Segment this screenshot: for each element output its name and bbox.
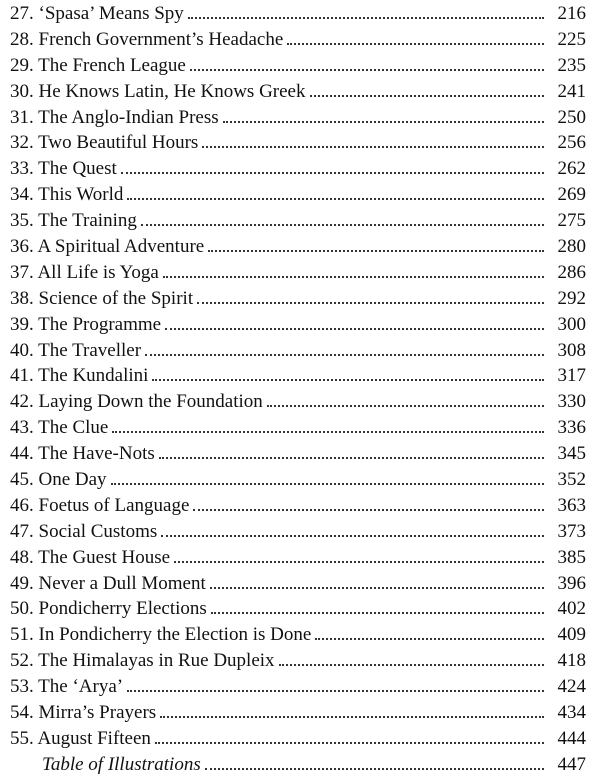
toc-entry-page: 216: [557, 3, 586, 24]
dot-leader: [152, 379, 544, 381]
toc-entry: [10, 363, 586, 389]
dot-leader: [193, 509, 544, 511]
toc-entry-title: 51. In Pondicherry the Election is Done: [10, 624, 312, 646]
toc-entry-page: 424: [557, 676, 586, 698]
dot-leader: [210, 587, 544, 589]
toc-entry: [10, 389, 586, 415]
toc-entry: [10, 441, 586, 467]
toc-entry-title: 32. Two Beautiful Hours: [10, 132, 199, 154]
toc-entry-title: 49. Never a Dull Moment: [10, 572, 206, 594]
toc-entry-page: 250: [557, 106, 586, 128]
toc-entry: [10, 53, 586, 79]
toc-entry: [10, 467, 586, 493]
dot-leader: [159, 457, 544, 459]
toc-entry-title: 33. The Quest: [10, 158, 117, 180]
toc-entry-page: 363: [557, 494, 586, 516]
dot-leader: [112, 431, 544, 433]
toc-entry-page: 225: [557, 28, 586, 50]
dot-leader: [315, 638, 544, 640]
toc-entry-page: 300: [557, 313, 586, 335]
dot-leader: [197, 302, 544, 304]
dot-leader: [160, 716, 544, 718]
toc-entry-title: 42. Laying Down the Foundation: [10, 391, 263, 413]
toc-entry: [10, 700, 586, 726]
toc-entry-page: 336: [557, 417, 586, 439]
toc-entry: [10, 415, 586, 441]
toc-entry-title: 34. This World: [10, 184, 124, 206]
toc-entry: [10, 519, 586, 545]
toc-entry-title: 29. The French League: [10, 54, 186, 76]
toc-entry-page: 352: [557, 469, 586, 491]
toc-entry-title: 44. The Have-Nots: [10, 443, 155, 465]
toc-entry-page: 385: [557, 546, 586, 568]
toc-entry: [10, 571, 586, 597]
toc-entry-title: 37. All Life is Yoga: [10, 261, 159, 283]
toc-entry-page: 286: [557, 261, 586, 283]
dot-leader: [127, 198, 544, 200]
toc-entry-page: 292: [557, 287, 586, 309]
dot-leader: [174, 561, 544, 563]
toc-entry-title: 45. One Day: [10, 469, 107, 491]
dot-leader: [279, 664, 544, 666]
toc-entry-title: 31. The Anglo-Indian Press: [10, 106, 219, 128]
toc-entry: [10, 622, 586, 648]
toc-entry-page: 434: [557, 702, 586, 724]
toc-entry-title: 50. Pondicherry Elections: [10, 598, 207, 620]
dot-leader: [211, 612, 544, 614]
toc-entry: [10, 312, 586, 338]
toc-entry-illustrations: [10, 752, 586, 778]
toc-entry-title: 47. Social Customs: [10, 520, 158, 542]
toc-entry-page: 280: [557, 236, 586, 258]
dot-leader: [141, 224, 544, 226]
dot-leader: [111, 483, 544, 485]
toc-entry: [10, 493, 586, 519]
toc-entry: [10, 105, 586, 131]
dot-leader: [161, 535, 544, 537]
toc-entry: [10, 674, 586, 700]
toc-entry-page: 262: [557, 158, 586, 180]
dot-leader: [267, 405, 544, 407]
dot-leader: [155, 742, 544, 744]
dot-leader: [188, 17, 544, 19]
toc-entry: [10, 338, 586, 364]
toc-entry-title: 46. Foetus of Language: [10, 494, 190, 516]
table-of-contents: [10, 1, 586, 778]
toc-entry-title: 38. Science of the Spirit: [10, 287, 194, 309]
toc-entry-title: 52. The Himalayas in Rue Dupleix: [10, 650, 275, 672]
toc-entry: [10, 648, 586, 674]
toc-entry-title: 27. ‘Spasa’ Means Spy: [10, 3, 184, 24]
toc-entry-page: 373: [557, 520, 586, 542]
toc-entry: [10, 1, 586, 27]
toc-entry-title: 41. The Kundalini: [10, 365, 149, 387]
toc-entry-page: 402: [557, 598, 586, 620]
toc-entry: [10, 726, 586, 752]
dot-leader: [208, 250, 544, 252]
toc-entry-page: 317: [557, 365, 586, 387]
toc-entry-title: 39. The Programme: [10, 313, 162, 335]
toc-entry-page: 256: [557, 132, 586, 154]
toc-entry: [10, 182, 586, 208]
toc-entry-title: 48. The Guest House: [10, 546, 171, 568]
dot-leader: [145, 354, 544, 356]
toc-entry-page: 241: [557, 80, 586, 102]
dot-leader: [121, 172, 544, 174]
toc-entry: [10, 234, 586, 260]
toc-entry-title: 53. The ‘Arya’: [10, 676, 124, 698]
toc-entry-page: 409: [557, 624, 586, 646]
toc-entry-title: 40. The Traveller: [10, 339, 142, 361]
toc-entry: [10, 545, 586, 571]
toc-entry-page: 447: [557, 753, 586, 775]
toc-entry-page: 275: [557, 210, 586, 232]
dot-leader: [287, 43, 544, 45]
toc-entry: [10, 79, 586, 105]
toc-entry-page: 235: [557, 54, 586, 76]
dot-leader: [310, 95, 545, 97]
dot-leader: [190, 69, 544, 71]
toc-entry: [10, 596, 586, 622]
toc-entry-page: 330: [557, 391, 586, 413]
toc-entry: [10, 27, 586, 53]
toc-entry: [10, 156, 586, 182]
toc-entry: [10, 130, 586, 156]
dot-leader: [205, 768, 544, 770]
toc-entry-title: 36. A Spiritual Adventure: [10, 236, 205, 258]
toc-entry-title: 54. Mirra’s Prayers: [10, 702, 157, 724]
toc-entry-page: 396: [557, 572, 586, 594]
toc-entry-title: 43. The Clue: [10, 417, 109, 439]
toc-entry-title: 30. He Knows Latin, He Knows Greek: [10, 80, 306, 102]
toc-entry-title: 55. August Fifteen: [10, 727, 151, 749]
toc-entry-page: 444: [557, 727, 586, 749]
toc-entry: [10, 208, 586, 234]
toc-entry-title: 28. French Government’s Headache: [10, 28, 284, 50]
toc-entry-title: Table of Illustrations: [42, 753, 201, 775]
dot-leader: [127, 690, 544, 692]
toc-entry-page: 418: [557, 650, 586, 672]
toc-entry-page: 345: [557, 443, 586, 465]
dot-leader: [163, 276, 544, 278]
toc-entry-title: 35. The Training: [10, 210, 137, 232]
dot-leader: [165, 328, 544, 330]
toc-entry-page: 269: [557, 184, 586, 206]
toc-entry: [10, 286, 586, 312]
dot-leader: [223, 121, 544, 123]
dot-leader: [202, 146, 544, 148]
toc-entry-page: 308: [557, 339, 586, 361]
toc-entry: [10, 260, 586, 286]
